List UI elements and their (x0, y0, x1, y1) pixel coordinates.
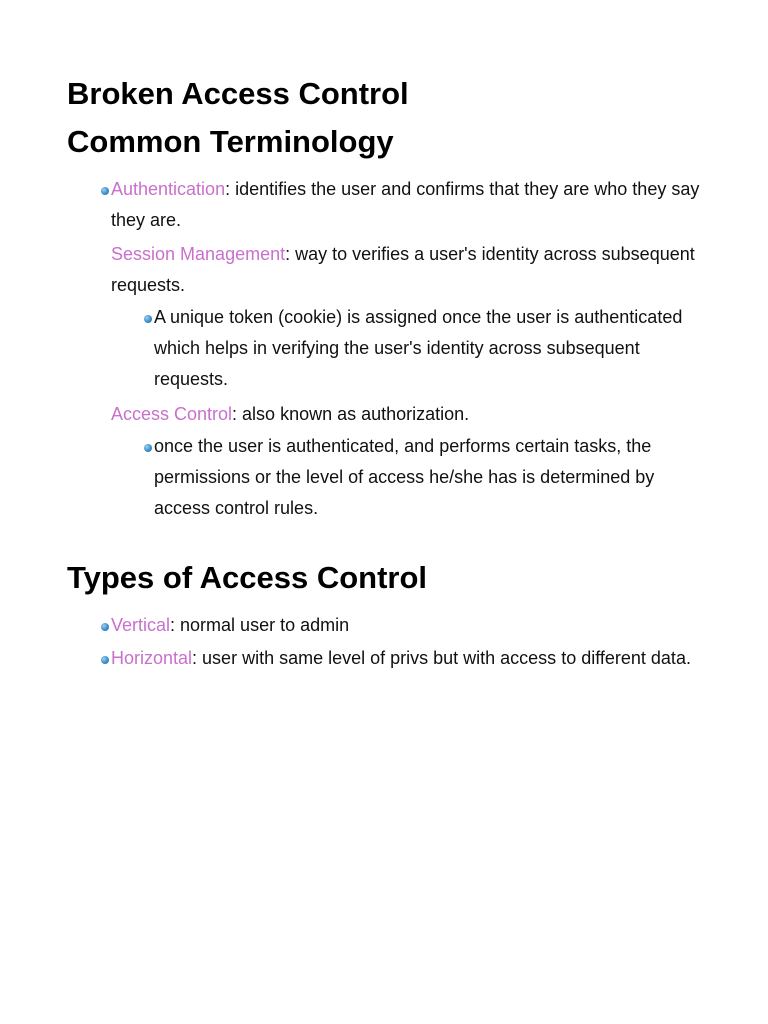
term-horizontal: Horizontal (111, 648, 193, 668)
list-item-authentication (111, 174, 711, 236)
list-item-vertical (111, 610, 711, 641)
bullet-icon (101, 187, 109, 195)
sub-item-session-token: A unique token (cookie) is assigned once the user is authenticated which helps in verifying the user's identity across subsequent requests. (154, 307, 683, 389)
page-title (67, 70, 409, 166)
title-line-2: Common Terminology (67, 124, 394, 159)
list-item-session-management (111, 239, 711, 301)
bullet-icon (101, 623, 109, 631)
section-heading-types: Types of Access Control (67, 560, 428, 595)
bullet-icon (144, 315, 152, 323)
desc-vertical: : normal user to admin (170, 615, 350, 635)
term-session-management: Session Management (111, 244, 286, 264)
desc-access-control: : also known as authorization. (232, 404, 470, 424)
bullet-icon (144, 444, 152, 452)
title-line-1: Broken Access Control (67, 76, 409, 111)
bullet-icon (101, 656, 109, 664)
desc-horizontal: : user with same level of privs but with access to different data. (192, 648, 691, 668)
list-item-access-control (111, 399, 711, 430)
list-item-horizontal (111, 643, 711, 674)
term-authentication: Authentication (111, 179, 226, 199)
term-access-control: Access Control (111, 404, 233, 424)
desc-authentication: : identifies the user and confirms that they are who they say they are. (111, 179, 700, 230)
desc-session-management: : way to verifies a user's identity across subsequent requests. (111, 244, 695, 295)
sub-item-access-rules: once the user is authenticated, and performs certain tasks, the permissions or the level of access he/she has is determined by access control rules. (154, 436, 655, 518)
term-vertical: Vertical (111, 615, 171, 635)
